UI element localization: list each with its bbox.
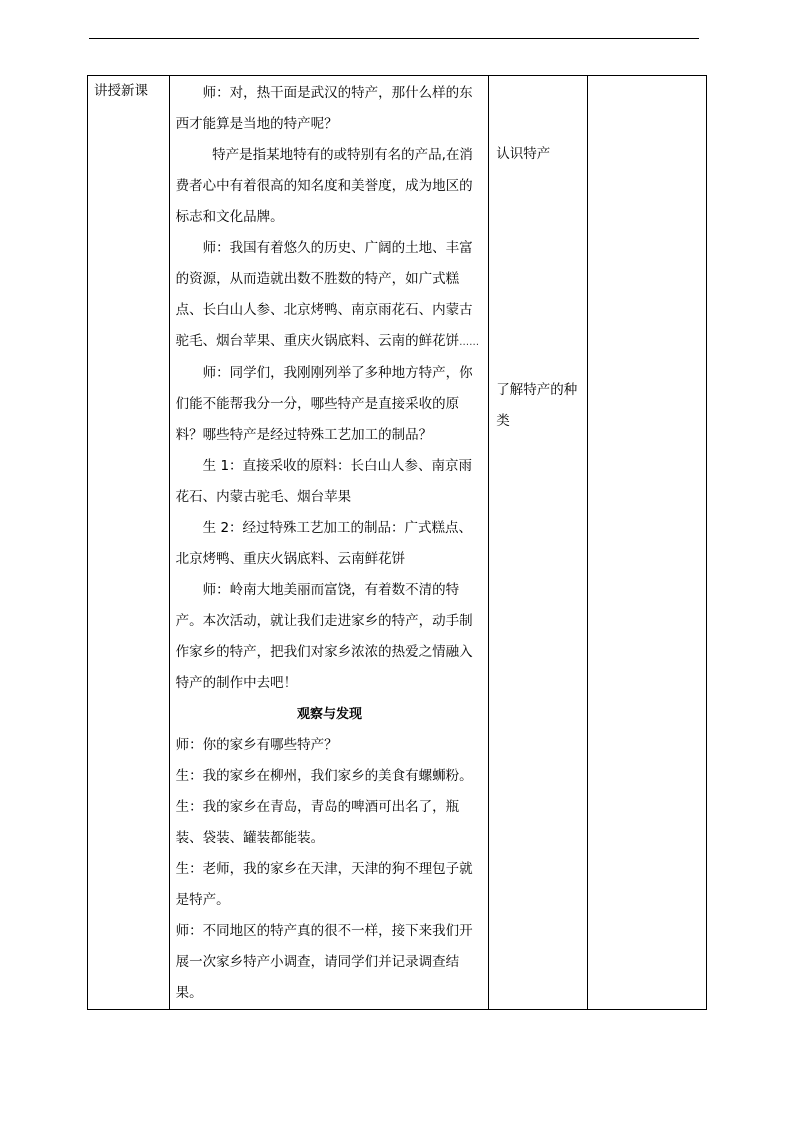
paragraph-teacher-intro: 师：岭南大地美丽而富饶，有着数不清的特产。本次活动，就让我们走进家乡的特产，动手制作家乡的特产，把我们对家乡浓浓的热爱之情融入特产的制作中去吧！ (175, 582, 473, 691)
notes-cell (489, 76, 588, 1010)
note-know-specialty: 认识特产 (496, 146, 551, 162)
paragraph-student-2: 生 2：经过特殊工艺加工的制品：广式糕点、北京烤鸭、重庆火锅底料、云南鲜花饼 (175, 520, 473, 567)
subheading-observe: 观察与发现 (296, 707, 362, 722)
section-label-cell (88, 76, 170, 1010)
table-row (88, 76, 707, 1010)
paragraph-teacher-ask: 师：你的家乡有哪些特产？ (175, 737, 338, 753)
paragraph-definition: 特产是指某地特有的或特别有名的产品,在消费者心中有着很高的知名度和美誉度，成为地区的标志和文化品牌。 (175, 147, 473, 225)
paragraph-teacher-survey: 师：不同地区的特产真的很不一样，接下来我们开展一次家乡特产小调查，请同学们并记录调查结果。 (175, 923, 473, 1001)
paragraph-teacher-classify: 师：同学们，我刚刚列举了多种地方特产，你们能不能帮我分一分，哪些特产是直接采收的原料？哪些特产是经过特殊工艺加工的制品？ (175, 365, 473, 443)
lesson-plan-table (87, 75, 707, 1010)
paragraph-student-tianjin: 生：老师，我的家乡在天津，天津的狗不理包子就是特产。 (175, 861, 473, 908)
examples-text: 师：我国有着悠久的历史、广阔的土地、丰富的资源，从而造就出数不胜数的特产，如广式糕点、长白山人参、北京烤鸭、南京雨花石、内蒙古驼毛、烟台苹果、重庆火锅底料、云南的鲜花饼 (175, 240, 473, 349)
section-label: 讲授新课 (94, 83, 148, 99)
ellipsis: …… (459, 337, 480, 348)
paragraph-student-1: 生 1：直接采收的原料：长白山人参、南京雨花石、内蒙古驼毛、烟台苹果 (175, 458, 473, 505)
paragraph-student-liuzhou: 生：我的家乡在柳州，我们家乡的美食有螺蛳粉。 (175, 768, 473, 784)
paragraph-student-qingdao: 生：我的家乡在青岛，青岛的啤酒可出名了，瓶装、袋装、罐装都能装。 (175, 799, 460, 846)
note-specialty-types: 了解特产的种类 (496, 382, 578, 429)
paragraph-teacher-question: 师：对，热干面是武汉的特产，那什么样的东西才能算是当地的特产呢？ (175, 85, 473, 132)
header-rule (89, 38, 699, 39)
paragraph-teacher-examples (176, 233, 484, 358)
teaching-content (170, 76, 489, 1009)
teaching-content-cell (169, 76, 489, 1010)
empty-cell (588, 76, 707, 1010)
